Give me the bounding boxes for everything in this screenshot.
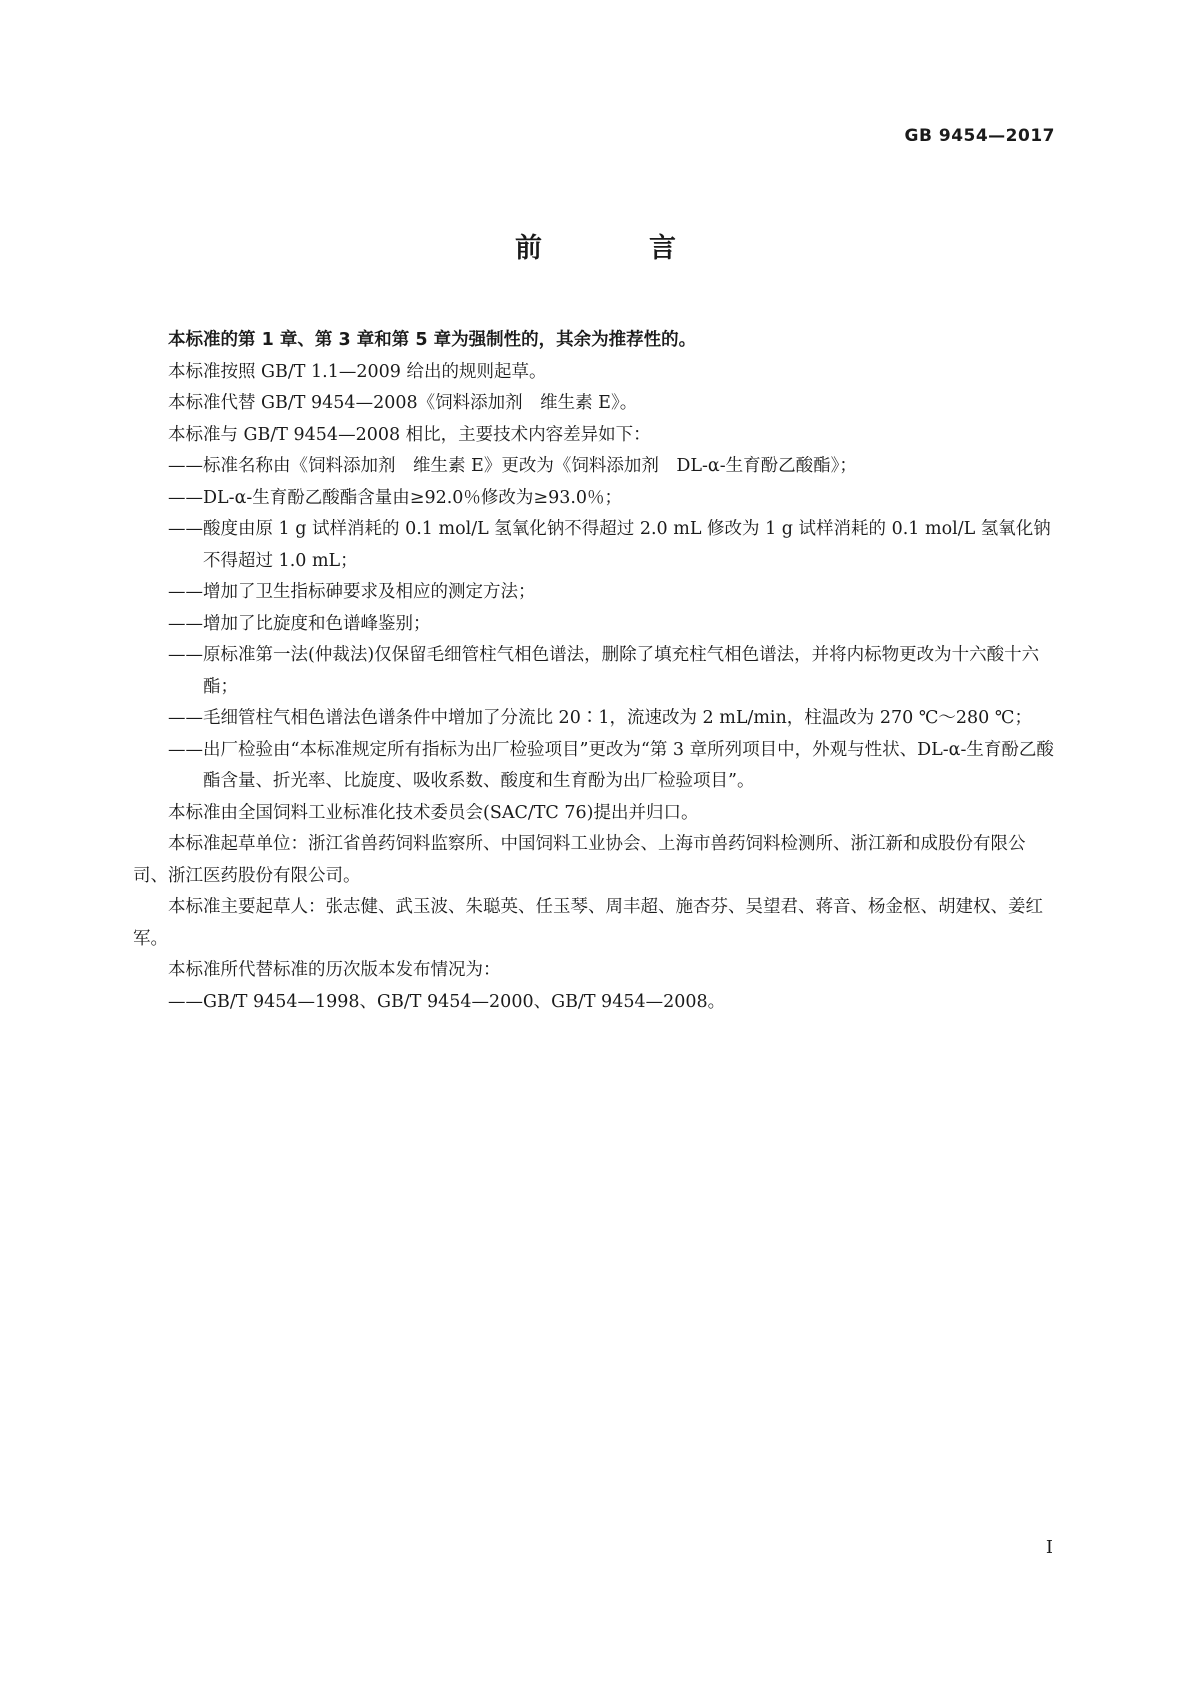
paragraph-history-intro: 本标准所代替标准的历次版本发布情况为： [168, 960, 501, 980]
paragraph-changes-intro: 本标准与 GB/T 9454—2008 相比，主要技术内容差异如下： [168, 424, 651, 445]
standard-code: GB 9454—2017 [904, 126, 1055, 146]
change-item: ——出厂检验由“本标准规定所有指标为出厂检验项目”更改为“第 3 章所列项目中，外观与性状、DL-α-生育酚乙酸酯含量、折光率、比旋度、吸收系数、酸度和生育酚为出厂检验项目”。 [168, 739, 1054, 791]
paragraph-drafting-units: 本标准起草单位：浙江省兽药饲料监察所、中国饲料工业协会、上海市兽药饲料检测所、浙江新和成股份有限公司、浙江医药股份有限公司。 [133, 834, 1026, 886]
paragraph-drafting-rules: 本标准按照 GB/T 1.1—2009 给出的规则起草。 [168, 361, 547, 382]
paragraph-replaces: 本标准代替 GB/T 9454—2008《饲料添加剂 维生素 E》。 [168, 393, 638, 413]
change-item: ——原标准第一法(仲裁法)仅保留毛细管柱气相色谱法，删除了填充柱气相色谱法，并将内标物更改为十六酸十六酯； [168, 645, 1040, 697]
change-item: ——标准名称由《饲料添加剂 维生素 E》更改为《饲料添加剂 DL-α-生育酚乙酸酯》； [168, 456, 857, 476]
change-item: ——DL-α-生育酚乙酸酯含量由≥92.0％修改为≥93.0％； [168, 487, 623, 508]
change-item: ——酸度由原 1 g 试样消耗的 0.1 mol/L 氢氧化钠不得超过 2.0 mL 修改为 1 g 试样消耗的 0.1 mol/L 氢氧化钠不得超过 1.0 mL； [168, 519, 1051, 571]
mandatory-statement: 本标准的第 1 章、第 3 章和第 5 章为强制性的，其余为推荐性的。 [168, 330, 697, 350]
paragraph-drafters: 本标准主要起草人：张志健、武玉波、朱聪英、任玉琴、周丰超、施杏芬、吴望君、蒋音、杨金枢、胡建权、姜红军。 [133, 897, 1043, 949]
foreword-body [133, 325, 1059, 1018]
paragraph-proposed-by: 本标准由全国饲料工业标准化技术委员会(SAC/TC 76)提出并归口。 [168, 802, 699, 823]
history-item: ——GB/T 9454—1998、GB/T 9454—2000、GB/T 9454—2008。 [168, 991, 726, 1012]
change-item: ——增加了比旋度和色谱峰鉴别； [168, 613, 431, 634]
change-item: ——增加了卫生指标砷要求及相应的测定方法； [168, 582, 536, 602]
change-item: ——毛细管柱气相色谱法色谱条件中增加了分流比 20∶1，流速改为 2 mL/min，柱温改为 270 ℃～280 ℃； [168, 708, 1032, 728]
page-title: 前 言 [515, 233, 716, 264]
page-number: I [1045, 1537, 1053, 1558]
